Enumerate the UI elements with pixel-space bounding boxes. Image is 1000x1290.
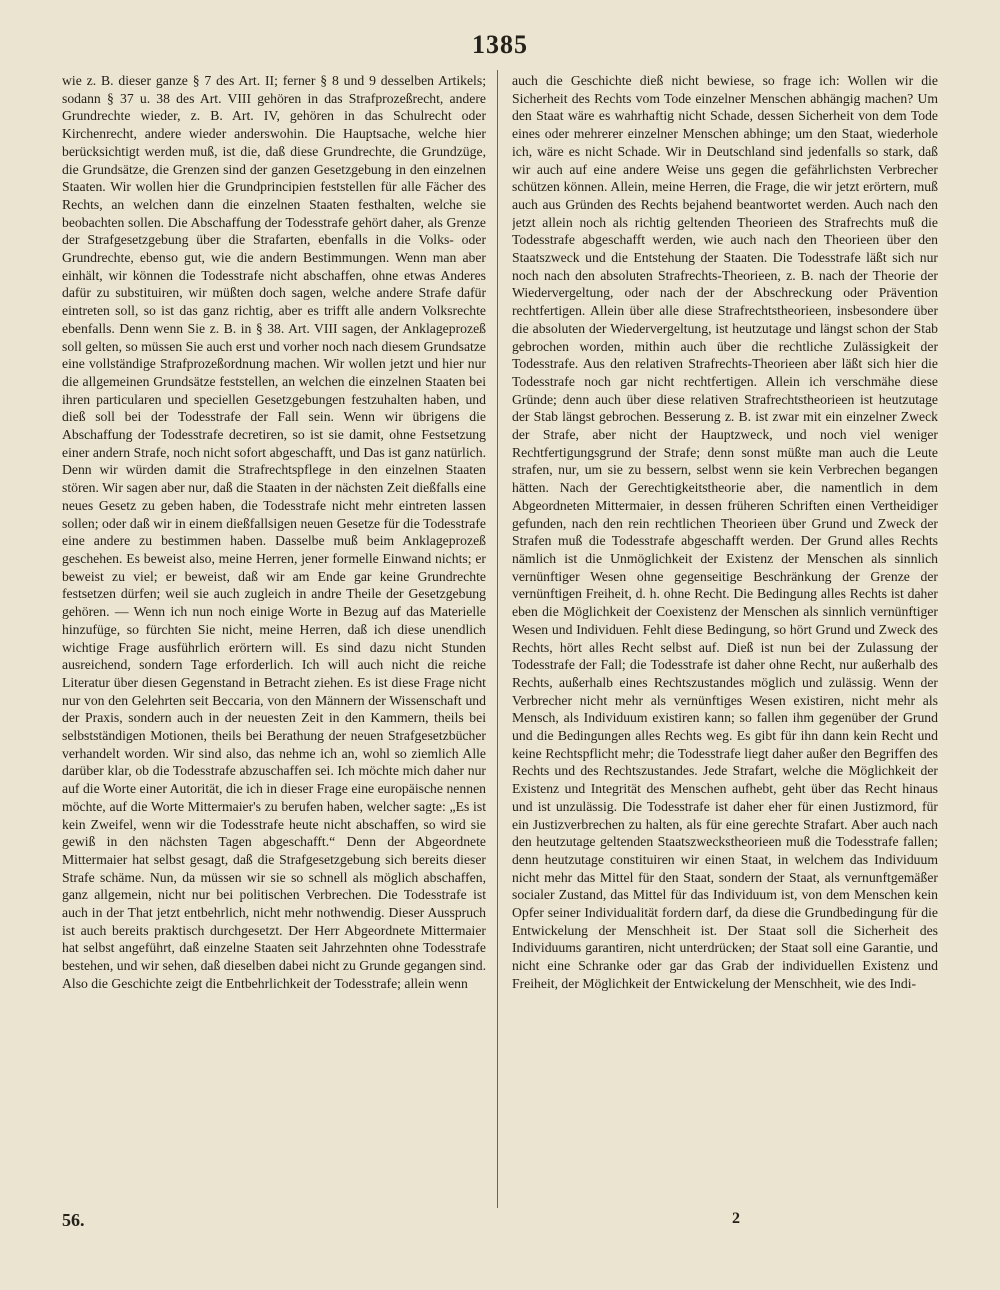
page-number: 1385	[472, 30, 528, 59]
left-column	[62, 72, 486, 1200]
sheet-number: 2	[732, 1210, 740, 1227]
right-column-text: auch die Geschichte dieß nicht bewiese, so frage ich: Wollen wir die Sicherheit des Rechts vom Tode einzelner Menschen abhängig machen? Um den Staat wäre es wahrhaftig nicht Schade, dessen Sicherheit von dem Tode eines oder mehrerer einzelner Menschen abhinge; um den Staat, wiederhole ich, wäre es nicht Schade. Wir in Deutschland sind jedenfalls so stark, daß wir auch auf eine andere Weise uns gegen die gefährlichsten Verbrecher schützen können. Allein, meine Herren, die Frage, die wir jetzt erörtern, muß auch aus Gründen des Rechts bejahend beantwortet werden. Auch nach den jetzt allein noch als richtig geltenden Theorieen des Strafrechts muß die Todesstrafe abgeschafft werden, wie auch nach den Theorieen über den Staatszweck und die Entstehung der Staaten. Die Todesstrafe läßt sich nur noch nach den absoluten Strafrechts-Theorieen, z. B. nach der Theorie der Wiedervergeltung, oder nach der der Abschreckung oder Prävention rechtfertigen. Allein über alle diese Strafrechtstheorieen, insbesondere über die absoluten der Wiedervergeltung, ist heutzutage und längst schon der Stab gebrochen worden, mithin auch über die rechtliche Zulässigkeit der Todesstrafe. Aus den relativen Strafrechts-Theorieen aber läßt sich hier die Todesstrafe noch gar nicht rechtfertigen. Allein ich verschmähe diese Gründe; denn auch über diese relativen Strafrechtstheorieen ist heutzutage der Stab längst gebrochen. Besserung z. B. ist zwar mit ein einzelner Zweck der Strafe, aber nicht der Hauptzweck, und noch viel weniger Rechtfertigungsgrund der Strafe; denn sonst müßte man auch die Leute strafen, nur, um sie zu bessern, selbst wenn sie kein Verbrechen begangen hätten. Nach der Gerechtigkeitstheorie aber, die namentlich in dem Abgeordneten Mittermaier, in dessen früheren Schriften einen Vertheidiger gefunden, nach den rein rechtlichen Theorieen über Grund und Zweck der Strafen muß die Todesstrafe abgeschafft werden. Der Grund alles Rechts nämlich ist die Unmöglichkeit der Existenz der Menschen als sinnlich vernünftiger Wesen ohne gegenseitige Beschränkung der Grenze der vernünftigen Freiheit, d. h. ohne Recht. Die Bedingung alles Rechts ist daher eben die Möglichkeit der Coexistenz der Menschen als sinnlich vernünftiger Wesen und Individuen. Fehlt diese Bedingung, so hört Grund und Zweck des Rechts, hört alles Recht selbst auf. Dieß ist nun bei der Zulassung der Todesstrafe der Fall; die Todesstrafe ist daher ohne Recht, nur außerhalb des Rechts, außerhalb eines Rechtszustandes möglich und zulässig. Wenn der Verbrecher nicht mehr als vernünftiges Wesen existiren, nicht mehr als Mensch, als Individuum existiren kann; so fallen ihm gegenüber der Grund und die Bedingungen alles Rechts weg. Es gibt für ihn dann kein Recht und keine Rechtspflicht mehr; die Todesstrafe liegt daher außer den Begriffen des Rechts und des Rechtszustandes. Jede Strafart, welche die Möglichkeit der Existenz und Integrität des Menschen aufhebt, geht über das Recht hinaus und ist unzulässig. Die Todesstrafe ist daher eher für einen Justizmord, für ein Justizverbrechen zu halten, als für eine gerechte Strafart. Aber auch nach den heutzutage geltenden Staatszweckstheorieen muß die Todesstrafe fallen; denn heutzutage constituiren wir einen Staat, in welchem das Individuum nicht mehr das Mittel für den Staat, sondern der Staat, als vernunftgemäßer socialer Zustand, das Mittel für das Individuum ist, von dem Menschen kein Opfer seiner Individualität fordern darf, da diese die Grundbedingung für die Entwickelung der Menschheit ist. Der Staat soll die Sicherheit des Individuums garantiren, nicht unterdrücken; der Staat soll eine Garantie, und nicht eine Schranke oder gar das Grab der individuellen Existenz und Freiheit, der Möglichkeit der Entwickelung der Menschheit, wie des Indi-	[512, 73, 938, 991]
printer-signature-mark: 56.	[62, 1210, 85, 1230]
left-column-text: wie z. B. dieser ganze § 7 des Art. II; ferner § 8 und 9 desselben Artikels; sodann § 37 u. 38 des Art. VIII gehören in das Strafprozeßrecht, andere Grundrechte wieder, z. B. Art. IV, gehören in das Schulrecht oder Kirchenrecht, andere wieder anderswohin. Die Hauptsache, welche hier berücksichtigt werden muß, ist die, daß diese Grundrechte, die Grundzüge, die Grundsätze, die Grenzen sind der ganzen Gesetzgebung in den einzelnen Staaten. Wir wollen hier die Grundprincipien feststellen für alle Fächer des Rechts, an welchen dann die einzelnen Staaten festhalten, welche sie beobachten sollen. Die Abschaffung der Todesstrafe gehört daher, als Grenze der Strafgesetzgebung über die Strafarten, ebenfalls in die Volks- oder Grundrechte, ebenso gut, wie die andern Bestimmungen. Wenn man aber einhält, wir können die Todesstrafe nicht abschaffen, ohne etwas Anderes dafür zu substituiren, wir müßten doch sagen, welche andere Strafe dafür eintreten soll, so ist das ganz richtig, aber es trifft alle andern Volksrechte ebenfalls. Denn wenn Sie z. B. in § 38. Art. VIII sagen, der Anklageprozeß soll gelten, so müssen Sie auch erst und vorher noch nach diesem Grundsatze eine vollständige Strafprozeßordnung machen. Wir wollen jetzt und hier nur die allgemeinen Grundsätze feststellen, an welchen die einzelnen Staaten bei ihren particularen und speciellen Gesetzgebungen festzuhalten haben, und dieß soll bei der Todesstrafe der Fall sein. Wenn wir übrigens die Abschaffung der Todesstrafe decretiren, so ist sie damit, ohne Festsetzung einer andern Strafe, noch nicht sofort abgeschafft, und Das ist ganz natürlich. Denn wir würden damit die Strafrechtspflege in den einzelnen Staaten stören. Wir sagen aber nur, daß die Staaten in der nächsten Zeit dießfalls eine neues Gesetz zu geben haben, die Todesstrafe nicht mehr eintreten lassen sollen; oder daß wir in einem dießfallsigen neuen Gesetze für die Todesstrafe eine andere zu bestimmen haben. Dasselbe muß beim Anklageprozeß geschehen. Es beweist also, meine Herren, jener formelle Einwand nichts; er beweist zu viel; er beweist, daß wir am Ende gar keine Grundrechte festsetzen dürfen; weil sie auch zugleich in andre Theile der Gesetzgebung gehören. — Wenn ich nun noch einige Worte in Bezug auf das Materielle hinzufüge, so fürchten Sie nicht, meine Herren, daß ich diese unendlich wichtige Frage ausführlich erörtern will. Es sind dazu nicht Stunden ausreichend, sondern Tage erforderlich. Ich will auch nicht die reiche Literatur über diesen Gegenstand in Betracht ziehen. Es ist diese Frage nicht nur von den Gelehrten seit Beccaria, von den Männern der Wissenschaft und der Praxis, sondern auch in der neuesten Zeit in den Kammern, theils bei selbstständigen Motionen, theils bei Berathung der neuen Strafgesetzbücher verhandelt worden. Wir sind also, das nehme ich an, wohl so ziemlich Alle darüber klar, ob die Todesstrafe abzuschaffen sei. Ich möchte mich daher nur auf die Worte einer Autorität, die ich in dieser Frage eine europäische nennen möchte, auf die Worte Mittermaier's zu berufen haben, welcher sagte: „Es ist kein Zweifel, wenn wir die Todesstrafe heute nicht abschaffen, so wird sie gewiß in den nächsten Tagen abgeschafft.“ Denn der Abgeordnete Mittermaier hat selbst gesagt, daß die Strafgesetzgebung sich bereits dieser Strafe schäme. Nun, da müssen wir sie so schnell als möglich abschaffen, ganz allgemein, nicht nur bei politischen Verbrechen. Die Todesstrafe ist auch in der That jetzt entbehrlich, nicht mehr nothwendig. Dieser Ausspruch ist auch bereits praktisch durchgesetzt. Der Herr Abgeordnete Mittermaier hat selbst angeführt, daß einzelne Staaten seit Jahrzehnten ohne Todesstrafe bestehen, und wir sehen, daß dieselben dabei nicht zu Grunde gegangen sind. Also die Geschichte zeigt die Entbehrlichkeit der Todesstrafe; allein wenn	[62, 73, 486, 991]
right-column	[512, 72, 938, 1200]
column-divider	[497, 70, 498, 1208]
